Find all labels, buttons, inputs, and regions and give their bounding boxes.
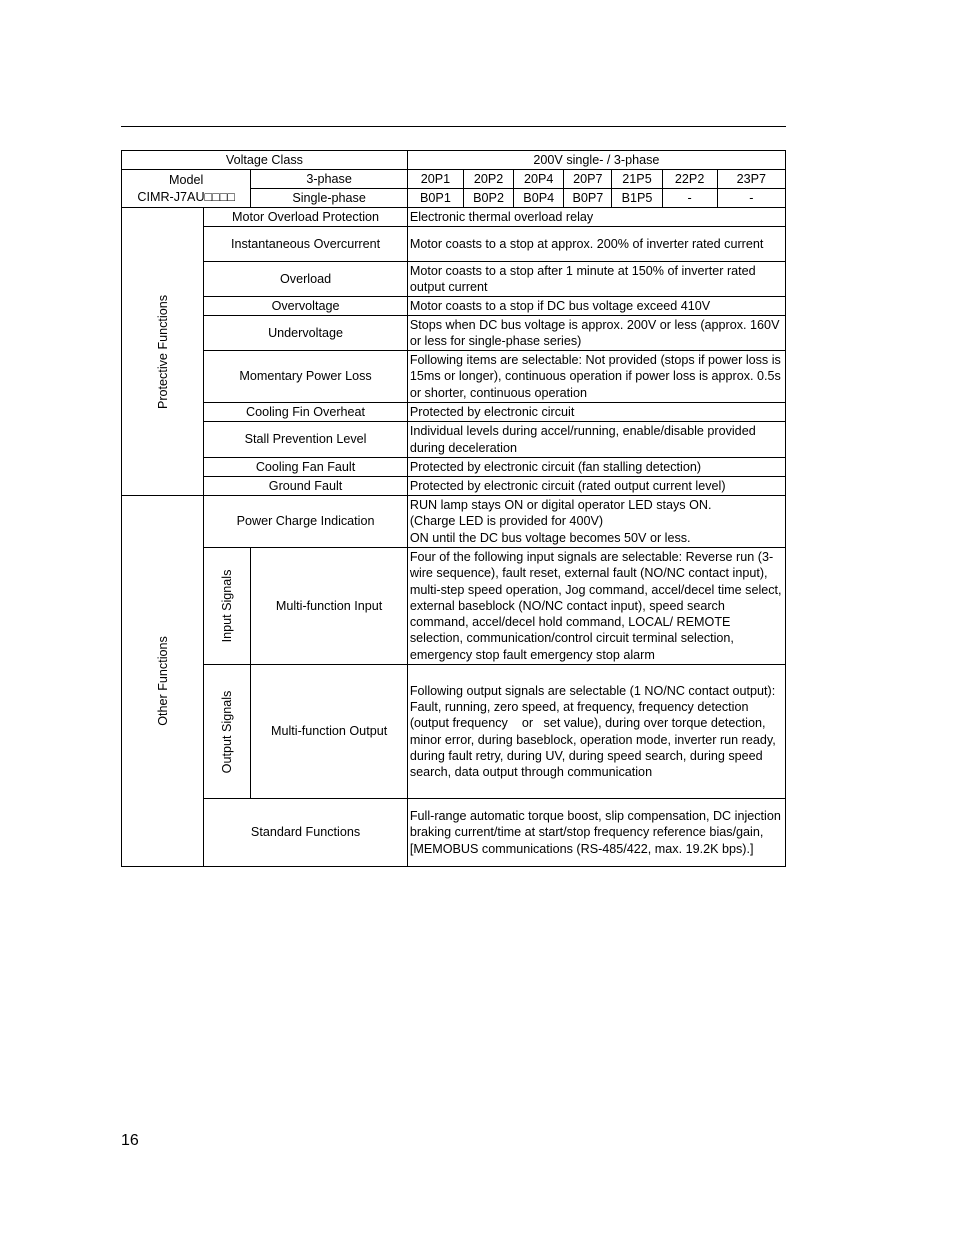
function-name: Cooling Fan Fault	[204, 458, 408, 477]
function-description: Stops when DC bus voltage is approx. 200V or less (approx. 160V or less for single-phase series)	[407, 316, 785, 351]
model-code: CIMR-J7AU□□□□	[137, 189, 235, 204]
input-signals-label: Input Signals	[220, 569, 235, 643]
function-description	[407, 665, 785, 799]
function-description: Protected by electronic circuit	[407, 403, 785, 422]
model-number: 20P7	[564, 170, 612, 189]
model-number: -	[717, 189, 785, 208]
function-name: Instantaneous Overcurrent	[204, 227, 408, 262]
protective-functions-group	[122, 208, 204, 496]
function-name: Ground Fault	[204, 477, 408, 496]
table-row	[122, 496, 786, 548]
voltage-class-row	[122, 151, 786, 170]
model-number: 22P2	[662, 170, 717, 189]
model-number: B0P7	[564, 189, 612, 208]
function-name: Overload	[204, 262, 408, 297]
function-description: Individual levels during accel/running, enable/disable provided during deceleration	[407, 422, 785, 458]
table-row	[122, 458, 786, 477]
function-name: Undervoltage	[204, 316, 408, 351]
function-name: Standard Functions	[204, 799, 408, 867]
protective-functions-label: Protective Functions	[155, 294, 170, 409]
function-description: Motor coasts to a stop if DC bus voltage exceed 410V	[407, 297, 785, 316]
function-description: Full-range automatic torque boost, slip compensation, DC injection braking current/time at start/stop frequency reference bias/gain, [MEMOBUS communications (RS-485/422, max. 19.2K bps).]	[407, 799, 785, 867]
model-number: -	[662, 189, 717, 208]
description-line: Fault, running, zero speed, at frequency, frequency detection (output frequency or set value), during over torque detection, minor error, during baseblock, operation mode, inverter run ready, during fault retry, during UV, during speed search, during speed search, data output through communication	[409, 699, 776, 780]
model-number: 21P5	[612, 170, 662, 189]
function-description: Motor coasts to a stop after 1 minute at 150% of inverter rated output current	[407, 262, 785, 297]
model-number: B0P2	[464, 189, 514, 208]
function-description: Motor coasts to a stop at approx. 200% of inverter rated current	[407, 227, 785, 262]
function-description: Following items are selectable: Not provided (stops if power loss is 15ms or longer), continuous operation if power loss is approx. 0.5s or shorter, continuous operation	[407, 351, 785, 403]
table-row	[122, 403, 786, 422]
description-line: ON until the DC bus voltage becomes 50V or less.	[409, 530, 691, 545]
model-number: 20P1	[407, 170, 463, 189]
table-row	[122, 297, 786, 316]
function-description	[407, 496, 785, 548]
table-row	[122, 262, 786, 297]
specification-table	[121, 150, 786, 867]
function-name: Stall Prevention Level	[204, 422, 408, 458]
table-row	[122, 477, 786, 496]
table-row	[122, 665, 786, 799]
header-rule	[121, 126, 786, 127]
three-phase-row	[122, 170, 786, 189]
model-number: 20P4	[514, 170, 564, 189]
model-number: B1P5	[612, 189, 662, 208]
other-functions-group	[122, 496, 204, 867]
table-row	[122, 227, 786, 262]
model-label: Model	[169, 173, 204, 188]
function-name: Cooling Fin Overheat	[204, 403, 408, 422]
table-row	[122, 548, 786, 665]
output-signals-label: Output Signals	[220, 690, 235, 773]
function-name: Overvoltage	[204, 297, 408, 316]
output-signals-group	[204, 665, 251, 799]
table-row	[122, 351, 786, 403]
function-description: Electronic thermal overload relay	[407, 208, 785, 227]
function-name: Momentary Power Loss	[204, 351, 408, 403]
description-line: Following output signals are selectable (1 NO/NC contact output):	[409, 683, 776, 698]
function-name: Motor Overload Protection	[204, 208, 408, 227]
table-row	[122, 799, 786, 867]
model-number: B0P4	[514, 189, 564, 208]
function-name: Multi-function Input	[251, 548, 407, 665]
table-row	[122, 208, 786, 227]
model-cell	[122, 170, 251, 208]
input-signals-group	[204, 548, 251, 665]
model-number: 23P7	[717, 170, 785, 189]
table-row	[122, 422, 786, 458]
voltage-class-value: 200V single- / 3-phase	[407, 151, 785, 170]
function-description: Four of the following input signals are selectable: Reverse run (3-wire sequence), fault reset, external fault (NO/NC contact input), multi-step speed operation, Jog command, accel/decel time select, external baseblock (NO/NC contact input), speed search command, accel/decel hold command, LOCAL/ REMOTE selection, communication/control circuit terminal selection, emergency stop fault emergency stop alarm	[407, 548, 785, 665]
single-phase-label: Single-phase	[251, 189, 407, 208]
page-number: 16	[121, 1132, 139, 1149]
description-line: (Charge LED is provided for 400V)	[409, 514, 604, 529]
table-row	[122, 316, 786, 351]
three-phase-label: 3-phase	[251, 170, 407, 189]
function-description: Protected by electronic circuit (rated output current level)	[407, 477, 785, 496]
function-name: Multi-function Output	[251, 665, 407, 799]
voltage-class-label: Voltage Class	[122, 151, 408, 170]
model-number: B0P1	[407, 189, 463, 208]
other-functions-label: Other Functions	[155, 636, 170, 726]
description-line: RUN lamp stays ON or digital operator LED stays ON.	[409, 498, 712, 513]
function-name: Power Charge Indication	[204, 496, 408, 548]
function-description: Protected by electronic circuit (fan stalling detection)	[407, 458, 785, 477]
model-number: 20P2	[464, 170, 514, 189]
